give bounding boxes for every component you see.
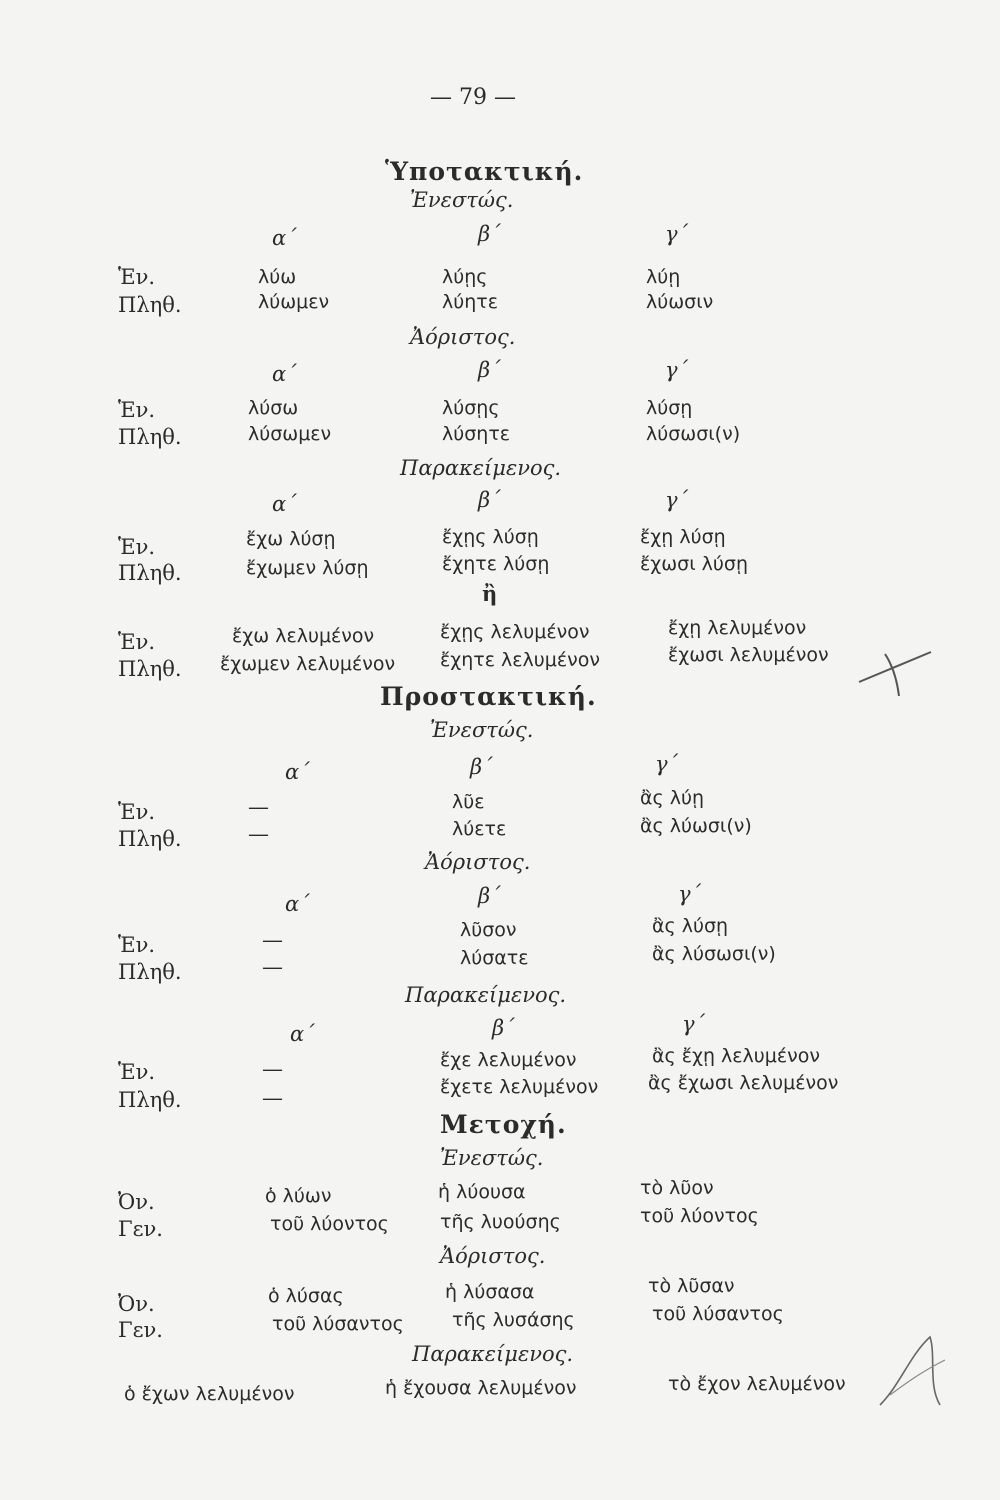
form-cell: λύσῃ <box>646 397 693 419</box>
form-cell: ἡ ἔχουσα λελυμένον <box>385 1377 577 1399</box>
row-label: Πληθ. <box>118 293 182 317</box>
form-cell: λύωσιν <box>646 291 714 313</box>
row-label: Ὀν. <box>118 1190 155 1214</box>
form-cell: ἂς ἔχωσι λελυμένον <box>648 1072 839 1094</box>
form-cell: λύῃς <box>442 266 488 288</box>
row-label: Ὀν. <box>118 1292 155 1316</box>
form-cell: ἡ λύσασα <box>445 1281 535 1303</box>
row-label: Ἑν. <box>118 398 156 422</box>
form-cell: λύῃ <box>646 266 681 288</box>
row-label: Πληθ. <box>118 960 182 984</box>
row-label: Πληθ. <box>118 425 182 449</box>
col-header-a: α΄ <box>290 1022 315 1046</box>
form-cell: τῆς λυσάσης <box>452 1309 575 1331</box>
form-cell: ἂς ἔχῃ λελυμένον <box>652 1045 821 1067</box>
empty-dash: — <box>248 822 269 846</box>
form-cell: λῦε <box>452 791 485 813</box>
form-cell: λύετε <box>452 818 507 840</box>
empty-dash: — <box>262 928 283 952</box>
empty-dash: — <box>262 1086 283 1110</box>
form-cell: ἂς λύσῃ <box>652 915 729 937</box>
col-header-b: β΄ <box>478 884 501 908</box>
form-cell: ἔχετε λελυμένον <box>440 1076 599 1098</box>
form-cell: ἔχε λελυμένον <box>440 1049 577 1071</box>
form-cell: ἡ λύουσα <box>438 1181 526 1203</box>
form-cell: ἔχωσι λελυμένον <box>668 644 829 666</box>
row-label: Ἑν. <box>118 630 156 654</box>
col-header-c: γ΄ <box>665 358 689 382</box>
part-perfect-title: Παρακείμενος. <box>412 1342 574 1366</box>
form-cell: ἂς λύσωσι(ν) <box>652 943 776 965</box>
part-aorist-title: Ἀόριστος. <box>440 1244 546 1268</box>
part-present-title: Ἐνεστώς. <box>440 1146 544 1170</box>
col-header-a: α΄ <box>285 892 310 916</box>
form-cell: ἔχωσι λύσῃ <box>640 553 748 575</box>
form-cell: ἔχω λύσῃ <box>246 528 336 550</box>
imp-aorist-title: Ἀόριστος. <box>425 850 531 874</box>
form-cell: ἔχητε λελυμένον <box>440 649 600 671</box>
form-cell: λύσητε <box>442 423 511 445</box>
form-cell: ἂς λύῃ <box>640 787 704 809</box>
or-connector: ἢ <box>482 581 498 606</box>
subj-present-title: Ἐνεστώς. <box>410 188 514 212</box>
col-header-c: γ΄ <box>665 488 689 512</box>
row-label: Πληθ. <box>118 657 182 681</box>
form-cell: λῦσον <box>460 919 517 941</box>
form-cell: ὁ λύων <box>265 1185 332 1207</box>
form-cell: λύσατε <box>460 947 529 969</box>
subjunctive-heading: Ὑποτακτική. <box>385 157 584 186</box>
form-cell: λύσῃς <box>442 397 500 419</box>
col-header-c: γ΄ <box>682 1012 706 1036</box>
row-label: Ἑν. <box>118 535 156 559</box>
col-header-b: β΄ <box>492 1016 515 1040</box>
form-cell: λύσωσι(ν) <box>646 423 741 445</box>
form-cell: ἔχωμεν λελυμένον <box>220 653 396 675</box>
row-label: Γεν. <box>118 1217 163 1241</box>
col-header-b: β΄ <box>478 488 501 512</box>
form-cell: ὁ ἔχων λελυμένον <box>124 1383 295 1405</box>
col-header-a: α΄ <box>285 760 310 784</box>
col-header-c: γ΄ <box>665 222 689 246</box>
form-cell: λύητε <box>442 291 498 313</box>
form-cell: ἂς λύωσι(ν) <box>640 815 752 837</box>
pencil-scribble-mark <box>870 1325 960 1415</box>
form-cell: ἔχω λελυμένον <box>232 625 375 647</box>
form-cell: τοῦ λύσαντος <box>272 1313 404 1335</box>
row-label: Πληθ. <box>118 827 182 851</box>
page-number: — 79 — <box>430 85 516 110</box>
row-label: Ἑν. <box>118 265 156 289</box>
form-cell: τὸ λῦσαν <box>648 1275 735 1297</box>
row-label: Πληθ. <box>118 561 182 585</box>
row-label: Ἑν. <box>118 800 156 824</box>
form-cell: λύσωμεν <box>248 423 332 445</box>
col-header-b: β΄ <box>478 222 501 246</box>
form-cell: τοῦ λύοντος <box>270 1213 389 1235</box>
subj-aorist-title: Ἀόριστος. <box>410 325 516 349</box>
form-cell: τὸ λῦον <box>640 1177 714 1199</box>
form-cell: λύω <box>258 266 297 288</box>
form-cell: ἔχῃς λύσῃ <box>442 526 539 548</box>
form-cell: τὸ ἔχον λελυμένον <box>668 1373 846 1395</box>
row-label: Πληθ. <box>118 1088 182 1112</box>
form-cell: ἔχῃ λύσῃ <box>640 526 726 548</box>
empty-dash: — <box>248 795 269 819</box>
form-cell: ἔχῃς λελυμένον <box>440 621 590 643</box>
col-header-b: β΄ <box>470 755 493 779</box>
row-label: Γεν. <box>118 1318 163 1342</box>
col-header-b: β΄ <box>478 358 501 382</box>
empty-dash: — <box>262 955 283 979</box>
form-cell: τοῦ λύσαντος <box>652 1303 784 1325</box>
form-cell: λύσω <box>248 397 299 419</box>
participle-heading: Μετοχή. <box>440 1110 567 1139</box>
row-label: Ἑν. <box>118 933 156 957</box>
form-cell: ἔχητε λύσῃ <box>442 553 550 575</box>
col-header-c: γ΄ <box>678 882 702 906</box>
subj-perfect-title: Παρακείμενος. <box>400 456 562 480</box>
form-cell: τοῦ λύοντος <box>640 1205 759 1227</box>
form-cell: ὁ λύσας <box>268 1285 344 1307</box>
form-cell: τῆς λυούσης <box>440 1211 561 1233</box>
col-header-a: α΄ <box>272 226 297 250</box>
pencil-cross-mark <box>855 640 935 700</box>
col-header-c: γ΄ <box>655 752 679 776</box>
imp-present-title: Ἐνεστώς. <box>430 718 534 742</box>
imp-perfect-title: Παρακείμενος. <box>405 983 567 1007</box>
empty-dash: — <box>262 1057 283 1081</box>
col-header-a: α΄ <box>272 362 297 386</box>
row-label: Ἑν. <box>118 1060 156 1084</box>
form-cell: λύωμεν <box>258 291 330 313</box>
form-cell: ἔχῃ λελυμένον <box>668 617 807 639</box>
col-header-a: α΄ <box>272 492 297 516</box>
form-cell: ἔχωμεν λύσῃ <box>246 557 369 579</box>
imperative-heading: Προστακτική. <box>380 682 597 711</box>
